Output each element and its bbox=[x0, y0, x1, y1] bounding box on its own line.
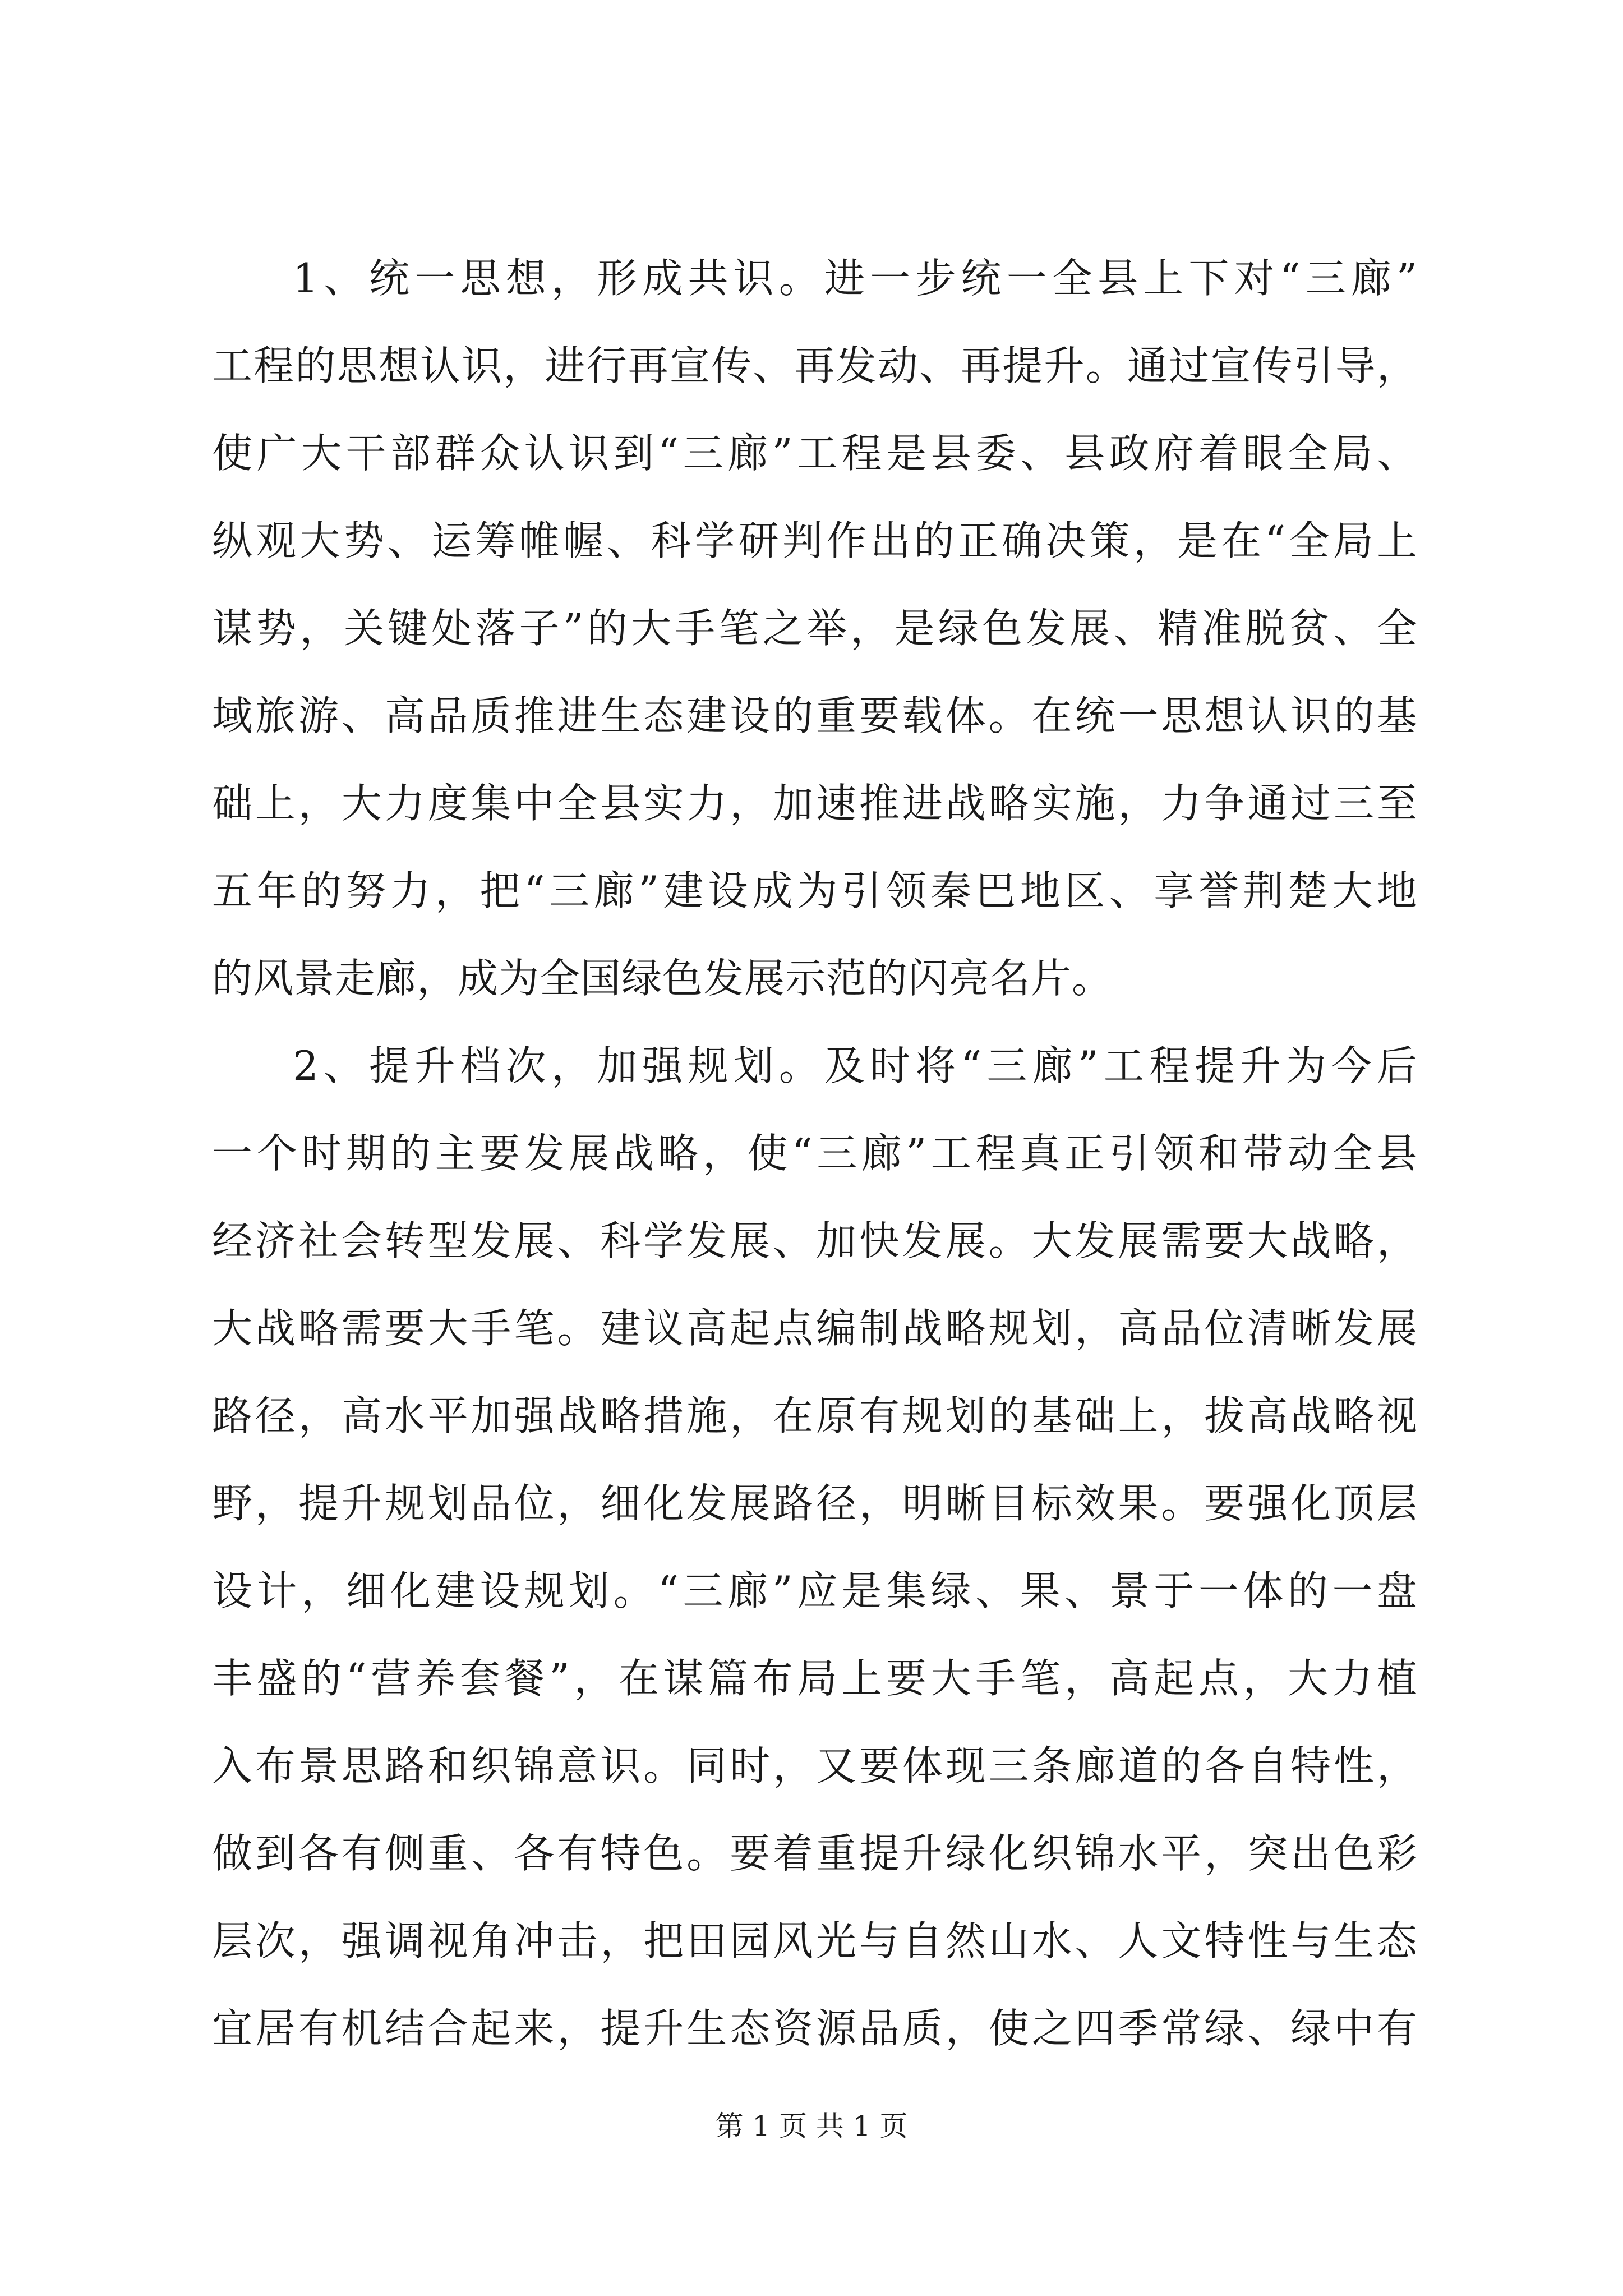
paragraph-2-line: 做到各有侧重、各有特色。要着重提升绿化织锦水平，突出色彩 bbox=[212, 1830, 1418, 1877]
paragraph-2-line: 野，提升规划品位，细化发展路径，明晰目标效果。要强化顶层 bbox=[212, 1480, 1418, 1527]
paragraph-1-line: 1、统一思想，形成共识。进一步统一全县上下对“三廊” bbox=[293, 255, 1418, 302]
page-number-label: 第 1 页 共 1 页 bbox=[715, 2110, 908, 2142]
paragraph-2-line: 大战略需要大手笔。建议高起点编制战略规划，高品位清晰发展 bbox=[212, 1305, 1418, 1352]
paragraph-1-line: 工程的思想认识，进行再宣传、再发动、再提升。通过宣传引导， bbox=[212, 342, 1418, 389]
paragraph-2-line: 层次，强调视角冲击，把田园风光与自然山水、人文特性与生态 bbox=[212, 1917, 1418, 1964]
paragraph-2-line: 宜居有机结合起来，提升生态资源品质，使之四季常绿、绿中有 bbox=[212, 2005, 1418, 2052]
paragraph-1-line: 础上，大力度集中全县实力，加速推进战略实施，力争通过三至 bbox=[212, 780, 1418, 827]
document-body bbox=[212, 234, 1418, 2072]
paragraph-1-line: 域旅游、高品质推进生态建设的重要载体。在统一思想认识的基 bbox=[212, 692, 1418, 739]
paragraph-2-line: 设计，细化建设规划。“三廊”应是集绿、果、景于一体的一盘 bbox=[212, 1567, 1418, 1614]
paragraph-2-line: 一个时期的主要发展战略，使“三廊”工程真正引领和带动全县 bbox=[212, 1130, 1418, 1177]
paragraph-2-line: 2、提升档次，加强规划。及时将“三廊”工程提升为今后 bbox=[293, 1042, 1418, 1089]
paragraph-1-line: 五年的努力，把“三廊”建设成为引领秦巴地区、享誉荆楚大地 bbox=[212, 867, 1418, 914]
paragraph-1-line: 使广大干部群众认识到“三廊”工程是县委、县政府着眼全局、 bbox=[212, 430, 1418, 477]
paragraph-1-line: 谋势，关键处落子”的大手笔之举，是绿色发展、精准脱贫、全 bbox=[212, 605, 1418, 652]
paragraph-1-line: 的风景走廊，成为全国绿色发展示范的闪亮名片。 bbox=[212, 955, 1113, 1002]
paragraph-2-line: 丰盛的“营养套餐”，在谋篇布局上要大手笔，高起点，大力植 bbox=[212, 1655, 1418, 1702]
paragraph-1-line: 纵观大势、运筹帷幄、科学研判作出的正确决策，是在“全局上 bbox=[212, 517, 1418, 564]
page-footer bbox=[0, 2109, 1623, 2143]
paragraph-2-line: 入布景思路和织锦意识。同时，又要体现三条廊道的各自特性， bbox=[212, 1742, 1418, 1789]
paragraph-2-line: 经济社会转型发展、科学发展、加快发展。大发展需要大战略， bbox=[212, 1217, 1418, 1264]
paragraph-2-line: 路径，高水平加强战略措施，在原有规划的基础上，拔高战略视 bbox=[212, 1392, 1418, 1439]
